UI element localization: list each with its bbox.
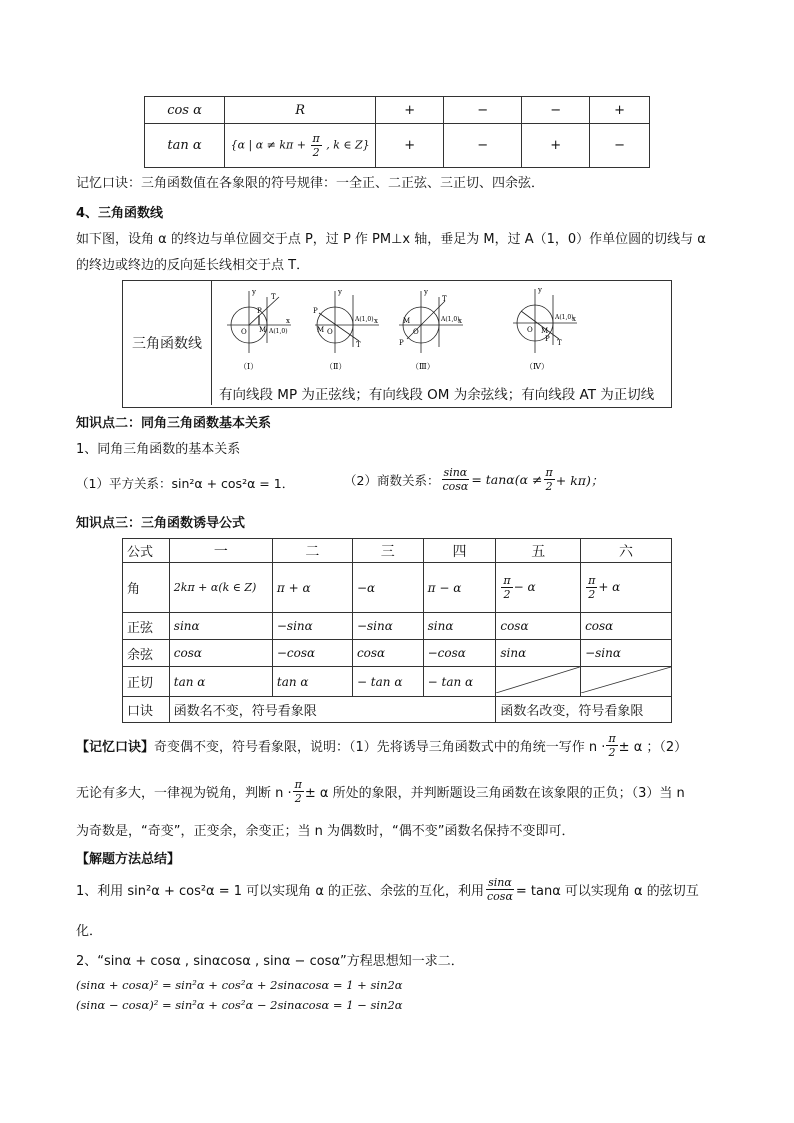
cell-fn-cos: cos α (145, 97, 225, 124)
svg-text:T: T (356, 341, 361, 349)
fraction (501, 574, 512, 601)
paragraph: 的终边或终边的反向延长线相交于点 T． (76, 258, 310, 273)
row-label: 正切 (123, 667, 170, 697)
cell-sign: + (522, 124, 590, 168)
svg-text:P: P (257, 307, 262, 315)
angle-cell: −α (352, 563, 423, 613)
frac-den: 2 (503, 588, 511, 601)
diagram-caption: （Ⅲ） (411, 362, 435, 371)
frac-den: 2 (588, 588, 596, 601)
value-cell: tan α (272, 667, 352, 697)
diagonal-slash (496, 667, 580, 693)
memo-label: 【记忆口诀】 (76, 740, 155, 755)
frac-num: π (312, 132, 320, 145)
paragraph: 如下图，设角 α 的终边与单位圆交于点 P，过 P 作 PM⊥x 轴，垂足为 M，过 A（1，0）作单位圆的切线与 α (76, 232, 706, 247)
frac-num: sinα (443, 466, 468, 479)
svg-text:P: P (399, 339, 404, 347)
frac-num: π (608, 732, 616, 745)
value-cell: −cosα (423, 640, 496, 667)
header-cell: 一 (169, 539, 272, 563)
angle-cell: π − α (423, 563, 496, 613)
header-cell: 五 (496, 539, 581, 563)
value-cell: cosα (169, 640, 272, 667)
summary-heading: 【解题方法总结】 (76, 852, 181, 867)
sign-table (144, 96, 650, 168)
mnemonic-cell: 函数名不变，符号看象限 (169, 697, 496, 723)
diagonal-slash (581, 667, 671, 693)
value-cell: − tan α (423, 667, 496, 697)
angle-cell (496, 563, 581, 613)
angle-tail: + α (598, 580, 621, 594)
svg-text:x: x (572, 315, 576, 323)
value-cell: −cosα (272, 640, 352, 667)
memo-line-3: 为奇数是，“奇变”，正变余，余变正；当 n 为偶数时，“偶不变”函数名保持不变即可． (76, 824, 575, 839)
equation-2: (sinα − cosα)² = sin²α + cos²α − 2sinαcosα = 1 − sin2α (76, 998, 403, 1012)
diagram-2 (313, 288, 379, 371)
svg-text:M: M (317, 326, 325, 334)
header-cell: 三 (352, 539, 423, 563)
frac-num: π (503, 574, 511, 587)
empty-slashed-cell (496, 667, 581, 697)
frac-den: 2 (312, 146, 320, 159)
fraction (586, 574, 597, 601)
svg-text:y: y (338, 288, 342, 296)
frac-den: 2 (545, 480, 553, 493)
svg-text:x: x (374, 317, 378, 325)
svg-text:y: y (424, 288, 428, 296)
trig-lines-box (122, 280, 672, 408)
domain-text: , k ∈ Z} (326, 138, 370, 152)
summary-text: 1、利用 sin²α + cos²α = 1 可以实现角 α 的正弦、余弦的互化，利用 (76, 884, 485, 899)
svg-text:O: O (241, 328, 247, 336)
kp2-subheading: 1、同角三角函数的基本关系 (76, 442, 241, 457)
svg-text:A(1,0): A(1,0) (555, 314, 574, 321)
fraction (606, 732, 617, 759)
square-relation: （1）平方关系：sin²α + cos²α = 1． (76, 476, 295, 491)
cell-sign: − (590, 124, 650, 168)
cell-domain-cos: R (225, 97, 376, 124)
fraction (485, 876, 515, 903)
svg-text:T: T (557, 339, 562, 347)
angle-cell (581, 563, 672, 613)
header-cell: 六 (581, 539, 672, 563)
induction-table (122, 538, 672, 723)
relation-label: （2）商数关系： (344, 472, 440, 488)
svg-text:x: x (286, 317, 290, 325)
empty-slashed-cell (581, 667, 672, 697)
memo-text: ± α 所处的象限，并判断题设三角函数在该象限的正负；（3）当 n (304, 786, 685, 801)
header-cell: 四 (423, 539, 496, 563)
frac-den: cosα (487, 890, 513, 903)
svg-text:A(1,0): A(1,0) (441, 316, 460, 323)
mnemonic-cell: 函数名改变，符号看象限 (496, 697, 672, 723)
summary-text: = tanα 可以实现角 α 的弦切互 (515, 884, 699, 899)
fraction (293, 778, 304, 805)
angle-cell: 2kπ + α(k ∈ Z) (169, 563, 272, 613)
header-cell: 公式 (123, 539, 170, 563)
fraction (440, 466, 470, 493)
frac-num: sinα (488, 876, 512, 889)
svg-text:x: x (458, 317, 462, 325)
cell-sign: − (522, 97, 590, 124)
frac-den: 2 (294, 792, 302, 805)
memo-line-1 (76, 732, 687, 759)
frac-num: π (588, 574, 596, 587)
svg-text:T: T (442, 295, 447, 303)
relation-text: = tanα(α ≠ (471, 472, 543, 487)
diagram-caption: （Ⅳ） (525, 362, 549, 371)
value-cell: cosα (352, 640, 423, 667)
row-label: 正弦 (123, 613, 170, 640)
row-label: 角 (123, 563, 170, 613)
svg-text:y: y (538, 286, 542, 294)
quotient-relation (344, 466, 603, 493)
value-cell: tan α (169, 667, 272, 697)
frac-den: cosα (442, 480, 469, 493)
frac-num: π (545, 466, 553, 479)
section-heading: 4、三角函数线 (76, 206, 164, 221)
cell-sign: + (376, 124, 444, 168)
value-cell: sinα (496, 640, 581, 667)
cell-domain-tan (225, 124, 376, 168)
domain-text: {α | α ≠ kπ + (230, 138, 306, 152)
summary-line-2: 化． (76, 924, 103, 939)
value-cell: −sinα (352, 613, 423, 640)
memo-line-2 (76, 778, 685, 805)
svg-text:M: M (259, 326, 267, 334)
svg-text:O: O (327, 328, 333, 336)
equation-1: (sinα + cosα)² = sin²α + cos²α + 2sinαcosα = 1 + sin2α (76, 978, 403, 992)
value-cell: −sinα (272, 613, 352, 640)
trig-lines-caption: 有向线段 MP 为正弦线；有向线段 OM 为余弦线；有向线段 AT 为正切线 (219, 387, 655, 403)
angle-cell: π + α (272, 563, 352, 613)
angle-tail: − α (513, 580, 536, 594)
cell-sign: − (444, 124, 522, 168)
relation-text: + kπ)； (555, 472, 604, 488)
memo-signs: 记忆口诀：三角函数值在各象限的符号规律：一全正、二正弦、三正切、四余弦． (76, 176, 545, 191)
cell-sign: − (444, 97, 522, 124)
value-cell: cosα (496, 613, 581, 640)
svg-text:y: y (252, 288, 256, 296)
summary-line-3: 2、“sinα + cosα , sinαcosα , sinα − cosα”方程思想知一求二． (76, 954, 464, 969)
frac-num: π (294, 778, 302, 791)
diagram-1 (227, 288, 291, 371)
svg-text:O: O (413, 328, 419, 336)
diagram-caption: （Ⅱ） (325, 362, 347, 371)
diagram-4 (513, 286, 577, 371)
header-cell: 二 (272, 539, 352, 563)
trig-diagrams (213, 283, 669, 375)
cell-fn-tan: tan α (145, 124, 225, 168)
cell-sign: + (590, 97, 650, 124)
value-cell: − tan α (352, 667, 423, 697)
svg-text:O: O (527, 326, 533, 334)
svg-text:M: M (403, 317, 411, 325)
value-cell: sinα (423, 613, 496, 640)
value-cell: −sinα (581, 640, 672, 667)
svg-text:P: P (545, 335, 550, 343)
memo-text: 奇变偶不变，符号看象限，说明：（1）先将诱导三角函数式中的角统一写作 n · (154, 740, 606, 755)
svg-text:M: M (541, 327, 549, 335)
frac-den: 2 (608, 746, 616, 759)
summary-line-1 (76, 876, 699, 903)
diagram-caption: （Ⅰ） (239, 362, 259, 371)
diagram-3 (399, 288, 463, 371)
trig-box-label: 三角函数线 (123, 281, 212, 405)
memo-text: 无论有多大，一律视为锐角，判断 n · (76, 786, 292, 801)
kp3-heading: 知识点三：三角函数诱导公式 (76, 516, 246, 531)
fraction (544, 466, 555, 493)
row-label: 口诀 (123, 697, 170, 723)
row-label: 余弦 (123, 640, 170, 667)
svg-text:A(1,0): A(1,0) (269, 328, 288, 335)
cell-sign: + (376, 97, 444, 124)
value-cell: cosα (581, 613, 672, 640)
fraction (311, 132, 322, 159)
kp2-heading: 知识点二：同角三角函数基本关系 (76, 416, 272, 431)
svg-text:P: P (313, 307, 318, 315)
memo-text: ± α ；（2） (618, 740, 688, 755)
svg-text:T: T (271, 293, 276, 301)
svg-text:A(1,0): A(1,0) (355, 316, 374, 323)
value-cell: sinα (169, 613, 272, 640)
